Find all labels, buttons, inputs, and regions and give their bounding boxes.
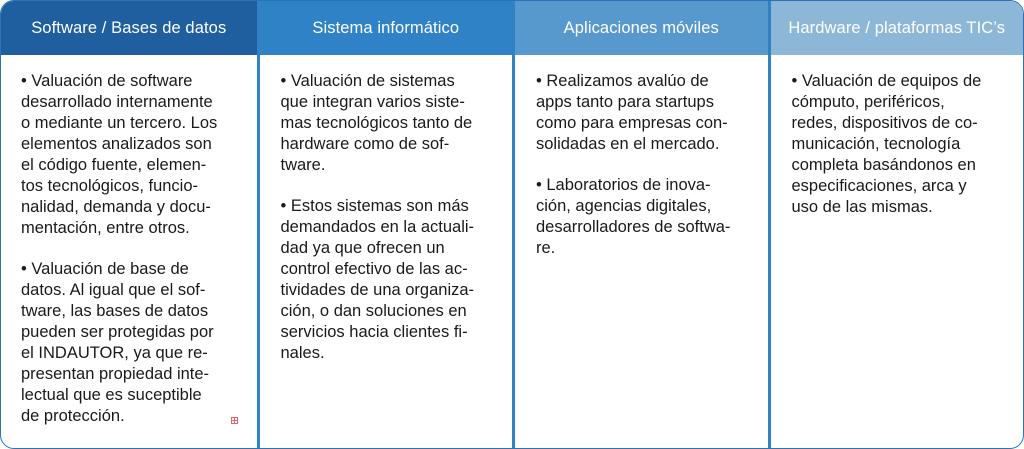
body-sistema	[260, 55, 513, 448]
header-sistema: Sistema informático	[260, 1, 513, 55]
paragraph-database-valuation: • Valuación de base de datos. Al igual que el sof- tware, las bases de datos pueden ser protegidas por el INDAUTOR, ya que re- presentan propiedad inte- lectual que es suceptible de protección.	[21, 260, 214, 425]
paragraph-hardware-valuation: • Valuación de equipos de cómputo, periféricos, redes, dispositivos de co- municación, tecnología completa basándonos en especificaciones, arca y uso de las mismas.	[791, 72, 982, 216]
column-sistema	[257, 1, 513, 448]
column-software	[1, 1, 257, 448]
column-hardware	[768, 1, 1024, 448]
paragraph-sistema-demand: • Estos sistemas son más demandados en la actuali- dad ya que ofrecen un control efectivo de las ac- tividades de una organiza- ción, o dan soluciones en servicios hacia clientes fi- nales.	[280, 197, 475, 362]
paragraph-apps-labs: • Laboratorios de inova- ción, agencias digitales, desarrolladores de softwa- re.	[536, 176, 731, 257]
body-apps	[515, 55, 768, 448]
body-hardware	[771, 55, 1024, 448]
column-apps	[512, 1, 768, 448]
header-hardware: Hardware / plataformas TIC’s	[771, 1, 1024, 55]
header-software: Software / Bases de datos	[1, 1, 257, 55]
plus-in-box-icon[interactable]	[231, 417, 238, 424]
paragraph-apps-avaluo: • Realizamos avalúo de apps tanto para startups como para empresas con- solidadas en el mercado.	[536, 72, 728, 153]
header-apps: Aplicaciones móviles	[515, 1, 768, 55]
paragraph-software-valuation: • Valuación de software desarrollado internamente o mediante un tercero. Los elementos analizados son el código fuente, elemen- tos tecnológicos, funcio- nalidad, demanda y docu- mentación, entre otros.	[21, 72, 218, 237]
body-software	[1, 55, 257, 448]
paragraph-sistema-valuation: • Valuación de sistemas que integran varios siste- mas tecnológicos tanto de hardware como de sof- tware.	[280, 72, 473, 174]
